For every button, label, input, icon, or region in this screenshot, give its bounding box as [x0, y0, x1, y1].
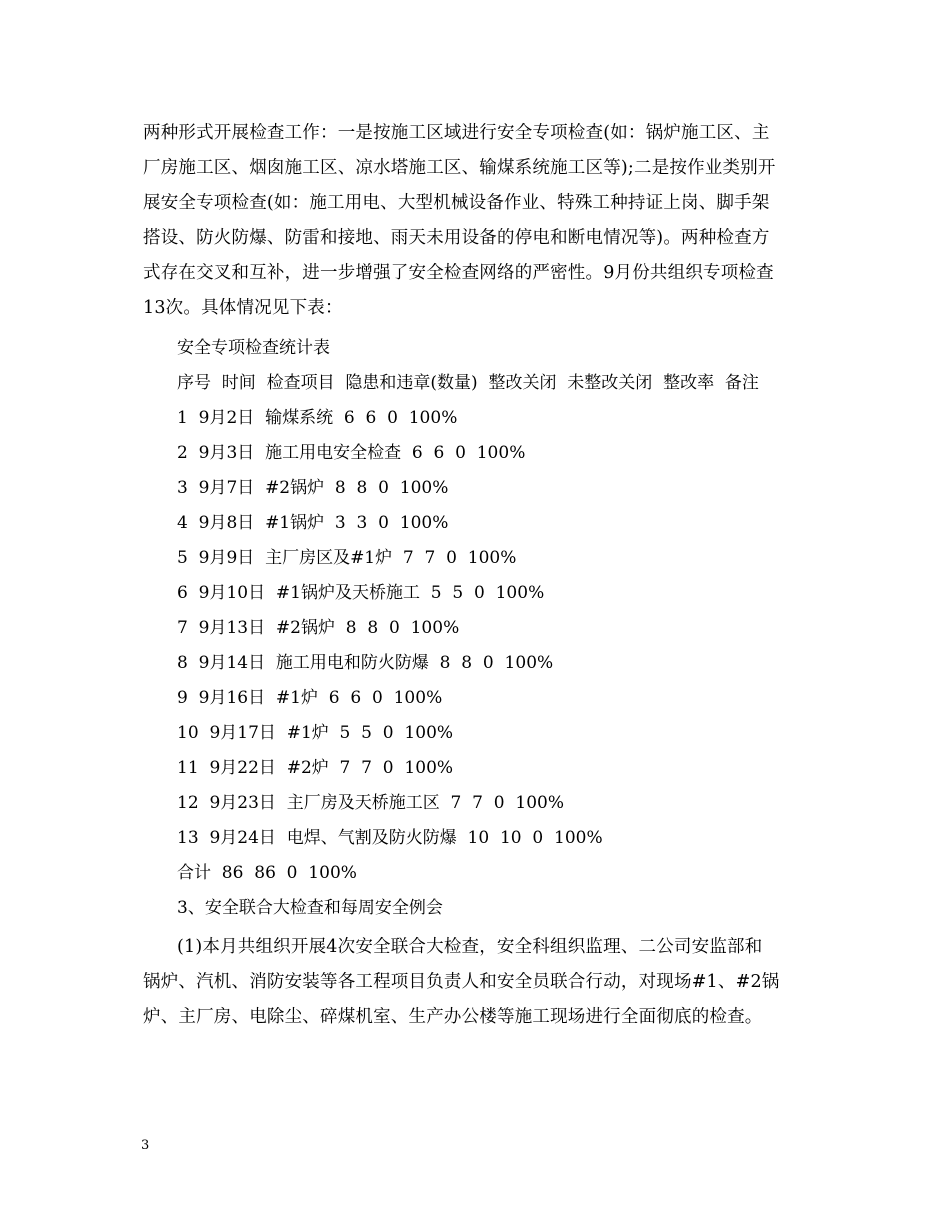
table-row: 11 9月22日 #2炉 7 7 0 100% [177, 758, 454, 778]
intro-line-3: 展安全专项检查(如：施工用电、大型机械设备作业、特殊工种持证上岗、脚手架 [143, 193, 770, 213]
section-heading: 3、安全联合大检查和每周安全例会 [177, 898, 443, 918]
intro-line-6: 13次。具体情况见下表： [143, 298, 343, 318]
intro-line-1: 两种形式开展检查工作：一是按施工区域进行安全专项检查(如：锅炉施工区、主 [143, 123, 770, 143]
table-row: 5 9月9日 主厂房区及#1炉 7 7 0 100% [177, 548, 517, 568]
section-line-3: 炉、主厂房、电除尘、碎煤机室、生产办公楼等施工现场进行全面彻底的检查。 [143, 1007, 763, 1027]
table-row: 1 9月2日 输煤系统 6 6 0 100% [177, 408, 458, 428]
table-row: 7 9月13日 #2锅炉 8 8 0 100% [177, 618, 460, 638]
table-row: 2 9月3日 施工用电安全检查 6 6 0 100% [177, 443, 526, 463]
intro-line-2: 厂房施工区、烟囱施工区、凉水塔施工区、输煤系统施工区等);二是按作业类别开 [143, 158, 776, 178]
intro-line-5: 式存在交叉和互补，进一步增强了安全检查网络的严密性。9月份共组织专项检查 [143, 263, 774, 283]
section-line-2: 锅炉、汽机、消防安装等各工程项目负责人和安全员联合行动，对现场#1、#2锅 [143, 972, 780, 992]
table-row: 8 9月14日 施工用电和防火防爆 8 8 0 100% [177, 653, 554, 673]
intro-line-4: 搭设、防火防爆、防雷和接地、雨天未用设备的停电和断电情况等)。两种检查方 [143, 228, 770, 248]
section-line-1: (1)本月共组织开展4次安全联合大检查，安全科组织监理、二公司安监部和 [177, 937, 763, 957]
table-row: 10 9月17日 #1炉 5 5 0 100% [177, 723, 454, 743]
page-number: 3 [141, 1138, 150, 1153]
table-row: 12 9月23日 主厂房及天桥施工区 7 7 0 100% [177, 793, 564, 813]
table-row: 4 9月8日 #1锅炉 3 3 0 100% [177, 513, 449, 533]
table-row: 6 9月10日 #1锅炉及天桥施工 5 5 0 100% [177, 583, 545, 603]
table-header: 序号 时间 检查项目 隐患和违章(数量) 整改关闭 未整改关闭 整改率 备注 [177, 373, 759, 393]
table-title: 安全专项检查统计表 [177, 338, 330, 358]
table-row: 3 9月7日 #2锅炉 8 8 0 100% [177, 478, 449, 498]
table-total-row: 合计 86 86 0 100% [177, 863, 357, 883]
table-row: 9 9月16日 #1炉 6 6 0 100% [177, 688, 443, 708]
table-row: 13 9月24日 电焊、气割及防火防爆 10 10 0 100% [177, 828, 603, 848]
